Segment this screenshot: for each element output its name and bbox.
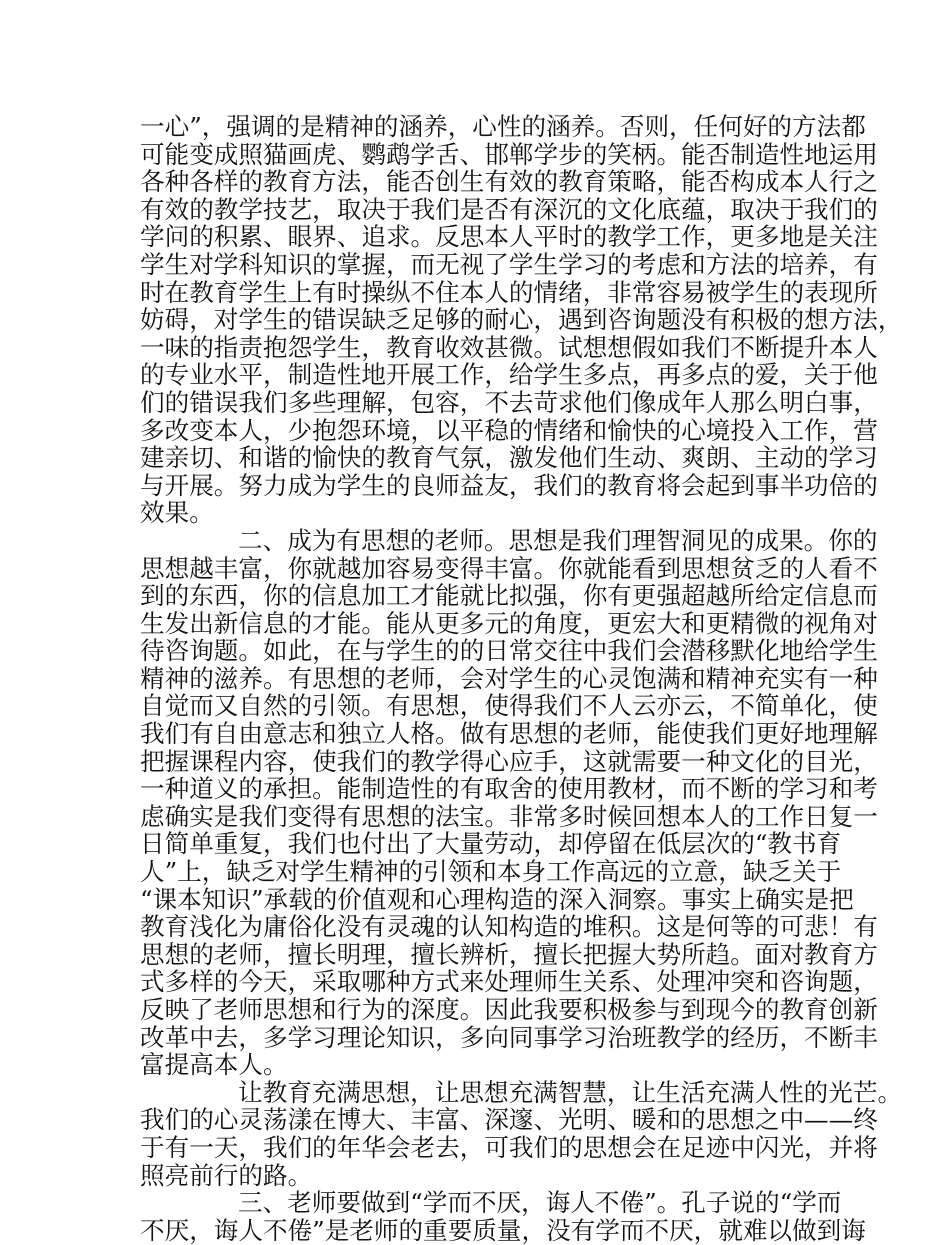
text-line: 照亮前行的路。: [140, 1160, 313, 1190]
text-line: 待咨询题。如此，在与学生的的日常交往中我们会潜移默化地给学生: [140, 636, 878, 666]
text-line: 思想越丰富，你就越加容易变得丰富。你就能看到思想贫乏的人看不: [140, 553, 878, 583]
text-line: 妨碍，对学生的错误缺乏足够的耐心，遇到咨询题没有积极的想方法，: [140, 305, 903, 335]
paragraph-start-line: 三、老师要做到“学而不厌，诲人不倦”。孔子说的“学而: [238, 1188, 842, 1218]
text-line: 教育浅化为庸俗化没有灵魂的认知构造的堆积。这是何等的可悲！有: [140, 912, 878, 942]
text-line: 们的错误我们多些理解，包容，不去苛求他们像成年人那么明白事，: [140, 387, 878, 417]
text-line: 一种道义的承担。能制造性的有取舍的使用教材，而不断的学习和考: [140, 774, 878, 804]
text-line: 时在教育学生上有时操纵不住本人的情绪，非常容易被学生的表现所: [140, 277, 878, 307]
text-line: 虑确实是我们变得有思想的法宝。非常多时候回想本人的工作日复一: [140, 801, 878, 831]
text-line: 思想的老师，擅长明理，擅长辨析，擅长把握大势所趋。面对教育方: [140, 939, 878, 969]
text-line: 反映了老师思想和行为的深度。因此我要积极参与到现今的教育创新: [140, 995, 878, 1024]
text-line: 富提高本人。: [140, 1050, 288, 1080]
text-line: 到的东西，你的信息加工才能就比拟强，你有更强超越所给定信息而: [140, 581, 878, 611]
text-line: 各种各样的教育方法，能否创生有效的教育策略，能否构成本人行之: [140, 167, 878, 197]
paragraph-start-line: 二、成为有思想的老师。思想是我们理智洞见的成果。你的: [238, 525, 878, 555]
paragraph-start-line: 让教育充满思想，让思想充满智慧，让生活充满人性的光芒。: [238, 1077, 903, 1107]
document-body: [140, 112, 903, 1245]
text-line: 精神的滋养。有思想的老师，会对学生的心灵饱满和精神充实有一种: [140, 663, 878, 693]
text-line: 效果。: [140, 498, 214, 528]
text-line: 可能变成照猫画虎、鹦鹉学舌、邯郸学步的笑柄。能否制造性地运用: [140, 139, 878, 169]
text-line: 有效的教学技艺，取决于我们是否有深沉的文化底蕴，取决于我们的: [140, 194, 878, 224]
text-line: 人”上，缺乏对学生精神的引领和本身工作高远的立意，缺乏关于: [140, 857, 842, 887]
text-line: 生发出新信息的才能。能从更多元的角度，更宏大和更精微的视角对: [140, 608, 878, 638]
text-line: 不厌，诲人不倦”是老师的重要质量，没有学而不厌，就难以做到诲: [140, 1215, 866, 1245]
text-line: “课本知识”承载的价值观和心理构造的深入洞察。事实上确实是把: [140, 884, 854, 914]
text-line: 学生对学科知识的掌握，而无视了学生学习的考虑和方法的培养，有: [140, 249, 878, 279]
text-line: 我们有自由意志和独立人格。做有思想的老师，能使我们更好地理解: [140, 719, 878, 749]
text-line: 学问的积累、眼界、追求。反思本人平时的教学工作，更多地是关注: [140, 222, 878, 252]
text-line: 与开展。努力成为学生的良师益友，我们的教育将会起到事半功倍的: [140, 470, 878, 500]
text-line: 一心”，强调的是精神的涵养，心性的涵养。否则，任何好的方法都: [140, 112, 866, 141]
text-line: 改革中去，多学习理论知识，多向同事学习治班教学的经历，不断丰: [140, 1022, 878, 1052]
text-line: 于有一天，我们的年华会老去，可我们的思想会在足迹中闪光，并将: [140, 1132, 878, 1162]
text-line: 建亲切、和谐的愉快的教育气氛，激发他们生动、爽朗、主动的学习: [140, 443, 878, 473]
text-line: 我们的心灵荡漾在博大、丰富、深邃、光明、暖和的思想之中——终: [140, 1105, 878, 1135]
text-line: 多改变本人，少抱怨环境，以平稳的情绪和愉快的心境投入工作，营: [140, 415, 878, 445]
text-line: 一味的指责抱怨学生，教育收效甚微。试想想假如我们不断提升本人: [140, 332, 878, 362]
text-line: 自觉而又自然的引领。有思想，使得我们不人云亦云，不简单化，使: [140, 691, 878, 721]
text-line: 式多样的今天，采取哪种方式来处理师生关系、处理冲突和咨询题，: [140, 967, 878, 997]
text-line: 的专业水平，制造性地开展工作，给学生多点，再多点的爱，关于他: [140, 360, 878, 390]
text-line: 日简单重复，我们也付出了大量劳动，却停留在低层次的“教书育: [140, 829, 842, 859]
text-line: 把握课程内容，使我们的教学得心应手，这就需要一种文化的目光，: [140, 746, 878, 776]
